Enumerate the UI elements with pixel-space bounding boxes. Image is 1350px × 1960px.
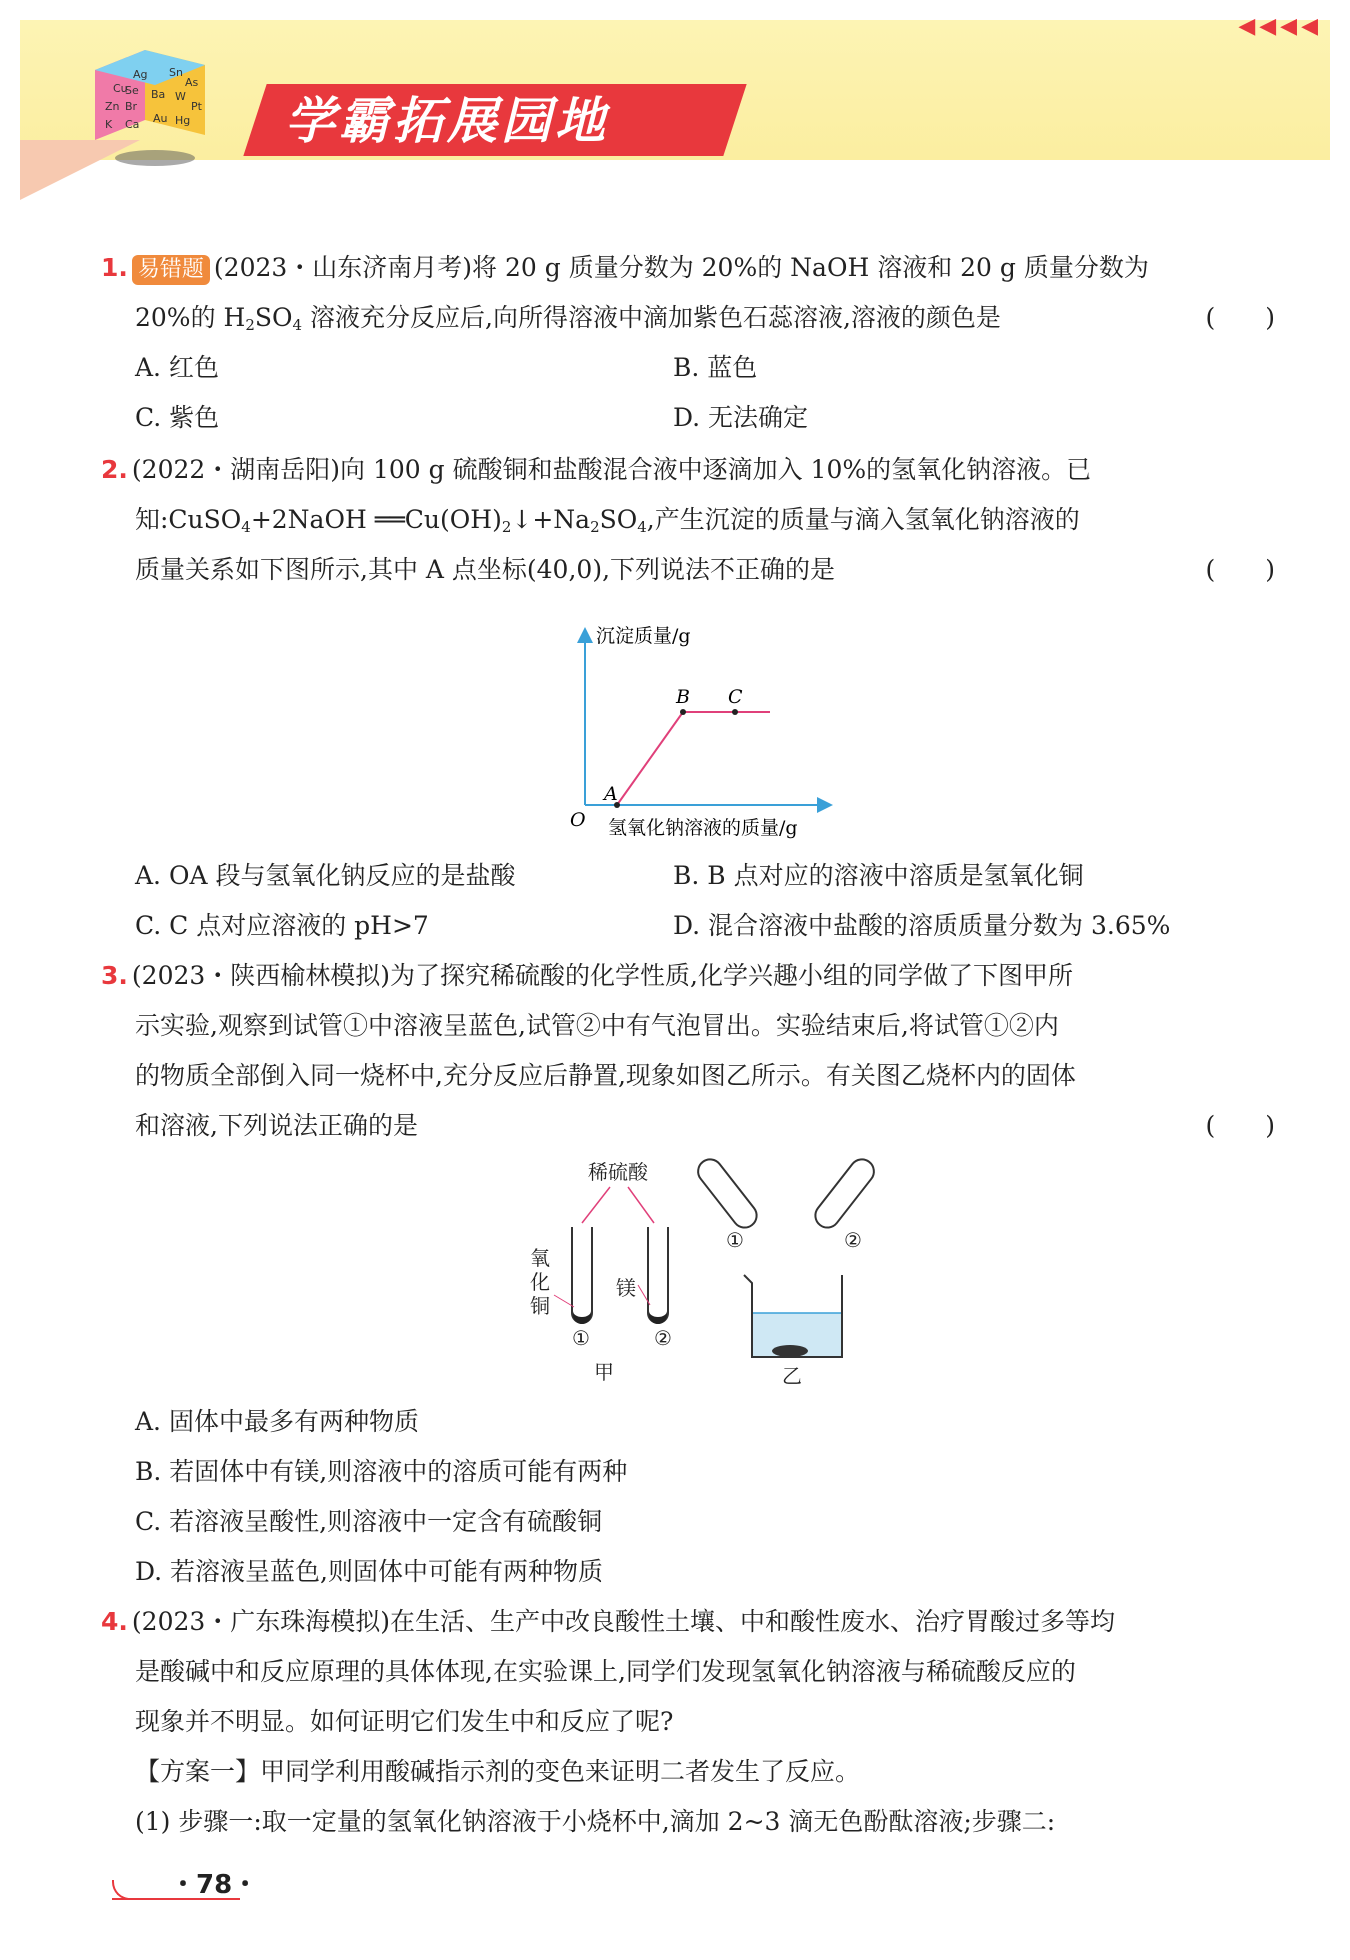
q4-line5 [135, 1804, 1275, 1840]
tube2-label: ② [654, 1326, 672, 1350]
graph-label-b: B [676, 686, 690, 708]
cube-label: As [185, 76, 199, 89]
q3-line1 [101, 958, 1275, 994]
page-number: ・78・ [170, 1870, 259, 1900]
point-b [680, 709, 686, 715]
cube-label: K [105, 118, 113, 131]
q2-text3: 质量关系如下图所示,其中 A 点坐标(40,0),下列说法不正确的是 [135, 555, 836, 584]
subscript: 2 [590, 518, 600, 536]
q2-number: 2. [101, 455, 128, 484]
graph-label-c: C [728, 686, 743, 708]
q4-text4: 【方案一】甲同学利用酸碱指示剂的变色来证明二者发生了反应。 [135, 1757, 861, 1786]
q2-line3 [135, 552, 1275, 588]
q4-text5: (1) 步骤一:取一定量的氢氧化钠溶液于小烧杯中,滴加 2~3 滴无色酚酞溶液;步骤二: [135, 1807, 1056, 1836]
subscript: 4 [637, 518, 647, 536]
q3-text3: 的物质全部倒入同一烧杯中,充分反应后静置,现象如图乙所示。有关图乙烧杯内的固体 [135, 1061, 1076, 1090]
q3-option-c: C. 若溶液呈酸性,则溶液中一定含有硫酸铜 [135, 1507, 603, 1536]
q4-text2: 是酸碱中和反应原理的具体体现,在实验课上,同学们发现氢氧化钠溶液与稀硫酸反应的 [135, 1657, 1076, 1686]
q1-text1: (2023・山东济南月考)将 20 g 质量分数为 20%的 NaOH 溶液和 20 g 质量分数为 [213, 253, 1149, 282]
q4-line1 [101, 1604, 1275, 1640]
q1-line1 [101, 250, 1275, 286]
graph-origin: O [570, 809, 586, 831]
cube-label: Ba [151, 88, 166, 101]
pour-tube-1 [693, 1155, 761, 1232]
section-title: 学霸拓展园地 [285, 92, 609, 150]
graph-rise-line [617, 712, 683, 805]
q4-line2 [135, 1654, 1275, 1690]
q2-option-c: C. C 点对应溶液的 pH>7 [135, 911, 429, 940]
q3-text2: 示实验,观察到试管①中溶液呈蓝色,试管②中有气泡冒出。实验结束后,将试管①②内 [135, 1011, 1059, 1040]
arrows-icon: ◀◀◀◀ [1238, 14, 1322, 39]
q2-text2e: ,产生沉淀的质量与滴入氢氧化钠溶液的 [646, 505, 1080, 534]
q2-line2 [135, 502, 1275, 545]
q4-number: 4. [101, 1607, 128, 1636]
beaker-solid [772, 1345, 808, 1357]
q1-text2a: 20%的 H [135, 303, 246, 332]
cuo-label-3: 铜 [530, 1294, 550, 1318]
subscript: 2 [245, 316, 255, 334]
q2-option-d: D. 混合溶液中盐酸的溶质质量分数为 3.65% [673, 911, 1171, 940]
q3-line3 [135, 1058, 1275, 1094]
mg-label: 镁 [616, 1276, 636, 1300]
cube-label: Au [153, 112, 168, 125]
cube-label: Se [125, 84, 139, 97]
test-tube-1 [572, 1227, 592, 1323]
arrow-right [628, 1187, 654, 1223]
pour1-label: ① [726, 1228, 744, 1252]
cube-label: Hg [175, 114, 191, 127]
q2-text2b: +2NaOH ══Cu(OH) [250, 505, 502, 534]
cuo-label-2: 化 [530, 1270, 550, 1294]
footer-decoration [112, 1880, 138, 1900]
q3-line4 [135, 1108, 1275, 1144]
subscript: 4 [241, 518, 251, 536]
q2-option-a: A. OA 段与氢氧化钠反应的是盐酸 [135, 861, 516, 890]
q3-answer-paren: ( ) [1205, 1111, 1275, 1140]
graph-label-a: A [604, 783, 618, 805]
test-tube-2 [648, 1227, 668, 1323]
pour2-label: ② [844, 1228, 862, 1252]
q2-line1 [101, 452, 1275, 488]
q2-text2c: ↓+Na [511, 505, 591, 534]
q1-line2 [135, 300, 1275, 343]
q4-text3: 现象并不明显。如何证明它们发生中和反应了呢? [135, 1707, 674, 1736]
q3-option-a: A. 固体中最多有两种物质 [135, 1407, 419, 1436]
fig-yi-label: 乙 [782, 1364, 802, 1388]
q3-text4: 和溶液,下列说法正确的是 [135, 1111, 418, 1140]
graph-xlabel: 氢氧化钠溶液的质量/g [608, 817, 798, 839]
cube-label: Ca [125, 118, 140, 131]
fig-jia-label: 甲 [594, 1360, 614, 1384]
q1-text2c: 溶液充分反应后,向所得溶液中滴加紫色石蕊溶液,溶液的颜色是 [302, 303, 1001, 332]
cuo-label-1: 氧 [530, 1246, 550, 1270]
cube-label: Br [125, 100, 138, 113]
pour-tube-2 [811, 1155, 879, 1232]
q3-experiment-figure [520, 1155, 900, 1395]
q4-text1: (2023・广东珠海模拟)在生活、生产中改良酸性土壤、中和酸性废水、治疗胃酸过多等均 [131, 1607, 1116, 1636]
q3-number: 3. [101, 961, 128, 990]
cube-label: Sn [169, 66, 183, 79]
q1-number: 1. [101, 253, 128, 282]
cube-label: Zn [105, 100, 120, 113]
arrow-left [582, 1187, 610, 1223]
q3-option-b: B. 若固体中有镁,则溶液中的溶质可能有两种 [135, 1457, 628, 1486]
q1-option-d: D. 无法确定 [673, 403, 809, 432]
q1-tag: 易错题 [132, 255, 210, 285]
tube1-label: ① [572, 1326, 590, 1350]
element-cube-logo [85, 40, 215, 170]
q2-answer-paren: ( ) [1205, 555, 1275, 584]
q2-text2a: 知:CuSO [135, 505, 242, 534]
q4-line4 [135, 1754, 1275, 1790]
cube-label: Cu [113, 82, 128, 95]
point-c [732, 709, 738, 715]
cube-label: Ag [133, 68, 148, 81]
subscript: 2 [501, 518, 512, 536]
q1-option-a: A. 红色 [135, 353, 219, 382]
graph-ylabel: 沉淀质量/g [596, 625, 691, 647]
q3-line2 [135, 1008, 1275, 1044]
q1-option-c: C. 紫色 [135, 403, 220, 432]
q2-text2d: SO [599, 505, 638, 534]
acid-label: 稀硫酸 [588, 1160, 648, 1184]
q3-text1: (2023・陕西榆林模拟)为了探究稀硫酸的化学性质,化学兴趣小组的同学做了下图甲所 [131, 961, 1073, 990]
q3-option-d: D. 若溶液呈蓝色,则固体中可能有两种物质 [135, 1557, 603, 1586]
q4-line3 [135, 1704, 1275, 1740]
q2-graph [560, 620, 860, 850]
subscript: 4 [292, 316, 303, 334]
cube-label: Pt [191, 100, 202, 113]
q1-answer-paren: ( ) [1205, 303, 1275, 332]
q1-option-b: B. 蓝色 [673, 353, 758, 382]
q2-option-b: B. B 点对应的溶液中溶质是氢氧化铜 [673, 861, 1084, 890]
q2-text1: (2022・湖南岳阳)向 100 g 硫酸铜和盐酸混合液中逐滴加入 10%的氢氧化钠溶液。已 [131, 455, 1092, 484]
cube-label: W [175, 90, 186, 103]
q1-text2b: SO [254, 303, 293, 332]
